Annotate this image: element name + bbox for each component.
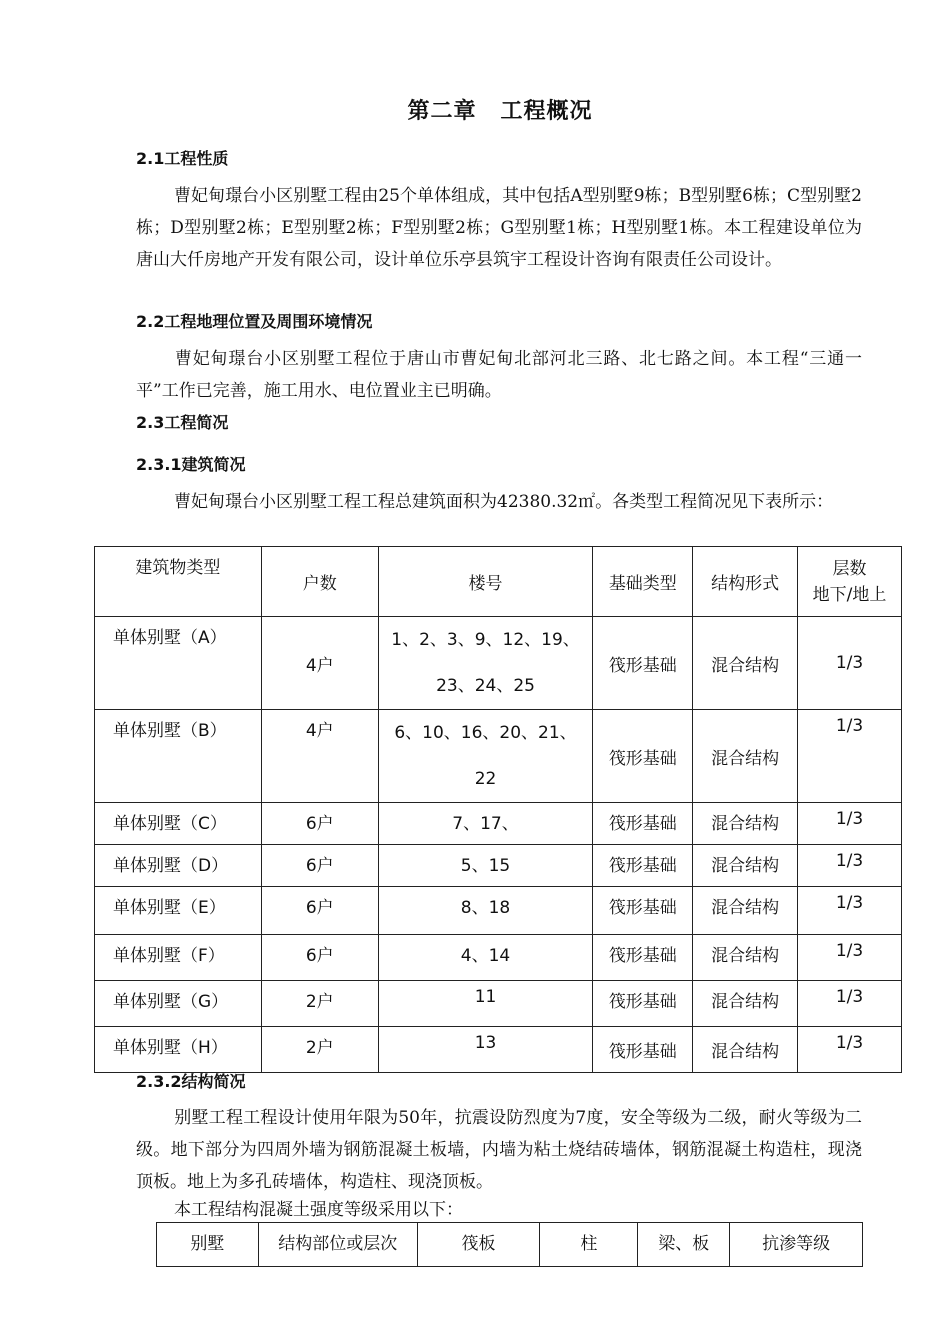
section-heading-2-3-1: 2.3.1建筑简况 (136, 455, 246, 474)
cell-structure: 混合结构 (693, 803, 798, 845)
section-heading-2-1: 2.1工程性质 (136, 149, 229, 168)
cell-buildings: 13 (378, 1027, 593, 1073)
cell-buildings: 6、10、16、20、21、22 (378, 710, 593, 803)
cell-floors: 1/3 (798, 617, 902, 710)
cell-type: 单体别墅（F） (95, 935, 262, 981)
cell-structure: 混合结构 (693, 935, 798, 981)
section-heading-2-3: 2.3工程简况 (136, 413, 229, 432)
cell-households: 6户 (261, 935, 378, 981)
table-row (95, 845, 902, 887)
cell-buildings: 4、14 (378, 935, 593, 981)
cell-foundation: 筏形基础 (593, 617, 693, 710)
concrete-grade-table (156, 1222, 863, 1267)
section-2-1-paragraph: 曹妃甸璟台小区别墅工程由25个单体组成，其中包括A型别墅9栋；B型别墅6栋；C型别墅2栋；D型别墅2栋；E型别墅2栋；F型别墅2栋；G型别墅1栋；H型别墅1栋。本工程建设单位为唐山大仟房地产开发有限公司，设计单位乐亭县筑宇工程设计咨询有限责任公司设计。 (136, 186, 862, 270)
section-2-2-paragraph: 曹妃甸璟台小区别墅工程位于唐山市曹妃甸北部河北三路、北七路之间。本工程“三通一平”工作已完善，施工用水、电位置业主已明确。 (136, 349, 862, 401)
cell-foundation: 筏形基础 (593, 887, 693, 935)
header-structure-form: 结构形式 (693, 547, 798, 617)
cell-floors: 1/3 (798, 887, 902, 935)
table-header-row (157, 1223, 863, 1267)
cell-structure: 混合结构 (693, 845, 798, 887)
cell-buildings: 7、17、 (378, 803, 593, 845)
cell-structure: 混合结构 (693, 1027, 798, 1073)
cell-type: 单体别墅（E） (95, 887, 262, 935)
section-heading-2-2: 2.2工程地理位置及周围环境情况 (136, 312, 373, 331)
header-building-numbers: 楼号 (378, 547, 593, 617)
header-beam-slab: 梁、板 (638, 1223, 730, 1267)
cell-buildings: 8、18 (378, 887, 593, 935)
cell-floors: 1/3 (798, 845, 902, 887)
cell-floors: 1/3 (798, 935, 902, 981)
cell-households: 6户 (261, 803, 378, 845)
cell-foundation: 筏形基础 (593, 710, 693, 803)
table-row (95, 803, 902, 845)
cell-foundation: 筏形基础 (593, 1027, 693, 1073)
table-header-row (95, 547, 902, 617)
section-2-3-2-paragraph-2: 本工程结构混凝土强度等级采用以下： (174, 1200, 463, 1220)
cell-floors: 1/3 (798, 981, 902, 1027)
header-building-type: 建筑物类型 (95, 547, 262, 617)
header-impermeability-grade: 抗渗等级 (730, 1223, 863, 1267)
cell-floors: 1/3 (798, 1027, 902, 1073)
cell-floors: 1/3 (798, 803, 902, 845)
page-title: 第二章 工程概况 (407, 99, 593, 124)
cell-structure: 混合结构 (693, 981, 798, 1027)
header-foundation-type: 基础类型 (593, 547, 693, 617)
header-structure-part: 结构部位或层次 (258, 1223, 417, 1267)
table-row (95, 1027, 902, 1073)
cell-households: 4户 (261, 710, 378, 803)
building-overview-table (94, 546, 902, 1073)
cell-foundation: 筏形基础 (593, 845, 693, 887)
header-raft: 筏板 (417, 1223, 540, 1267)
header-villa: 别墅 (157, 1223, 259, 1267)
cell-structure: 混合结构 (693, 617, 798, 710)
cell-foundation: 筏形基础 (593, 981, 693, 1027)
table-row (95, 981, 902, 1027)
cell-households: 2户 (261, 981, 378, 1027)
table-row (95, 617, 902, 710)
cell-foundation: 筏形基础 (593, 935, 693, 981)
cell-buildings: 1、2、3、9、12、19、23、24、25 (378, 617, 593, 710)
table-row (95, 887, 902, 935)
header-column: 柱 (540, 1223, 638, 1267)
table-row (95, 710, 902, 803)
cell-foundation: 筏形基础 (593, 803, 693, 845)
cell-households: 6户 (261, 887, 378, 935)
cell-type: 单体别墅（C） (95, 803, 262, 845)
header-floors: 层数 地下/地上 (798, 547, 902, 617)
cell-floors: 1/3 (798, 710, 902, 803)
table-row (95, 935, 902, 981)
cell-type: 单体别墅（D） (95, 845, 262, 887)
section-2-3-1-paragraph: 曹妃甸璟台小区别墅工程工程总建筑面积为42380.32㎡。各类型工程简况见下表所示： (174, 492, 834, 512)
cell-households: 6户 (261, 845, 378, 887)
section-heading-2-3-2: 2.3.2结构简况 (136, 1072, 246, 1091)
cell-type: 单体别墅（G） (95, 981, 262, 1027)
cell-type: 单体别墅（H） (95, 1027, 262, 1073)
header-households: 户数 (261, 547, 378, 617)
section-2-3-2-paragraph: 别墅工程工程设计使用年限为50年，抗震设防烈度为7度，安全等级为二级，耐火等级为二级。地下部分为四周外墙为钢筋混凝土板墙，内墙为粘土烧结砖墙体，钢筋混凝土构造柱，现浇顶板。地上为多孔砖墙体，构造柱、现浇顶板。 (136, 1108, 862, 1192)
cell-buildings: 11 (378, 981, 593, 1027)
cell-structure: 混合结构 (693, 887, 798, 935)
cell-structure: 混合结构 (693, 710, 798, 803)
cell-type: 单体别墅（B） (95, 710, 262, 803)
cell-households: 4户 (261, 617, 378, 710)
cell-buildings: 5、15 (378, 845, 593, 887)
cell-households: 2户 (261, 1027, 378, 1073)
cell-type: 单体别墅（A） (95, 617, 262, 710)
